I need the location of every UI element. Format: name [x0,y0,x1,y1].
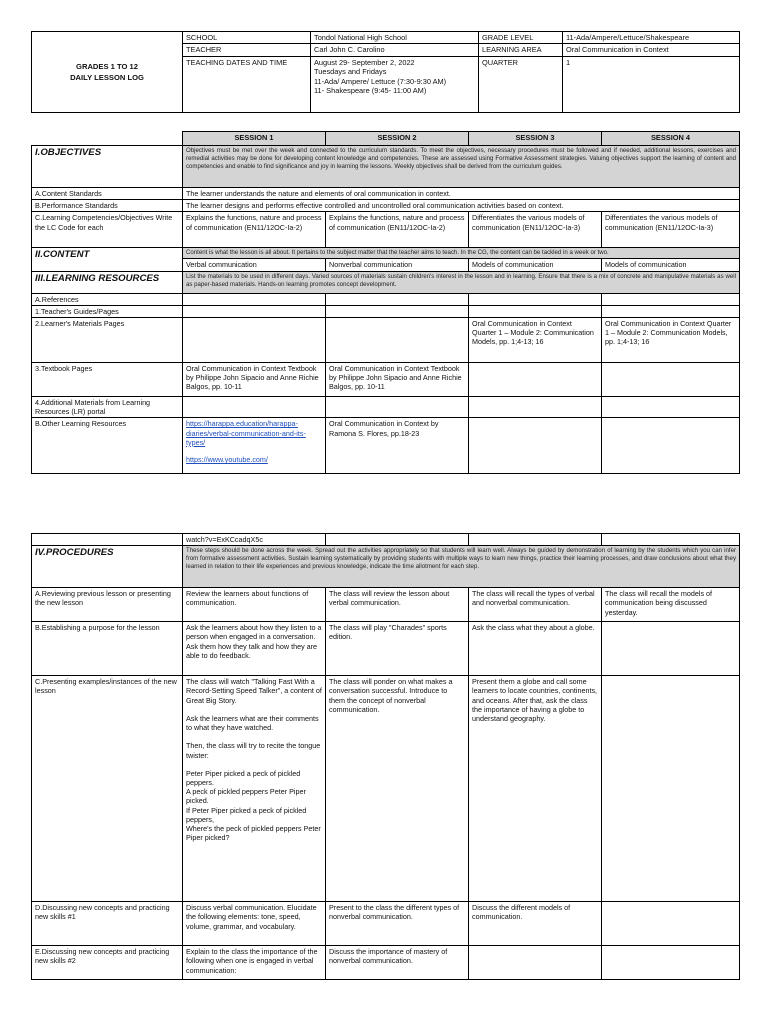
procedure-cell: Discuss the importance of mastery of nonverbal communication. [326,946,469,980]
session-header: SESSION 1 [183,132,326,146]
header-table [31,31,740,113]
resource-link[interactable]: https://harappa.education/harappa-diaries/verbal-communication-and-its-types/ [186,419,306,447]
procedure-paragraph: Then, the class will try to recite the tongue twister: [186,741,321,760]
empty-cell [469,397,602,418]
procedure-cell [602,946,740,980]
procedure-cell [602,902,740,946]
link-continuation[interactable]: watch?v=ExKCcadqX5c [183,534,326,546]
procedure-d-label: D.Discussing new concepts and practicing new skills #1 [32,902,183,946]
learners-materials-label: 2.Learner's Materials Pages [32,318,183,363]
learners-materials-cell: Oral Communication in Context Quarter 1 – Module 2: Communication Models, pp. 1;4-13; 16 [469,318,602,363]
empty-cell [469,418,602,474]
procedure-cell [469,946,602,980]
procedure-a-label: A.Reviewing previous lesson or presenting the new lesson [32,588,183,622]
empty-cell [602,534,740,546]
content-standards-value: The learner understands the nature and elements of oral communication in context. [183,188,740,200]
content-topic: Models of communication [602,259,740,271]
dates-line: August 29- September 2, 2022 [314,57,415,67]
resources-heading: III.LEARNING RESOURCES [32,271,183,293]
performance-standards-label: B.Performance Standards [32,200,183,212]
dates-value [311,56,479,112]
empty-cell [602,418,740,474]
quarter-label: QUARTER [479,56,563,112]
dll-title [32,32,183,113]
learners-materials-cell [183,318,326,363]
blank-corner [32,132,183,146]
content-note: Content is what the lesson is all about. It pertains to the subject matter that the teacher aims to teach. In the CG, the content can be tackled in a week or two. [183,248,740,259]
procedure-cell: Discuss the different models of communication. [469,902,602,946]
procedure-cell: The class will ponder on what makes a conversation successful. Introduce to them the concept of nonverbal communication. [326,676,469,902]
procedure-cell: Review the learners about functions of communication. [183,588,326,622]
objectives-note: Objectives must be met over the week and connected to the curriculum standards. To meet the objectives, necessary procedures must be followed and if needed, additional lessons, exercises and remedial activities may be done for developing content knowledge and competencies. These are assessed using Formative Assessment strategies. Valuing objectives support the learning of content and competencies and enable to find significance and joy in learning the lessons. Weekly objectives shall be derived from the curriculum guides. [183,146,740,188]
other-resources-label: B.Other Learning Resources [32,418,183,474]
empty-cell [469,293,602,305]
procedure-cell: Ask the class what they about a globe. [469,622,602,676]
empty-cell [602,397,740,418]
tongue-twister-line: A peck of pickled peppers Peter Piper picked. [186,787,306,806]
empty-cell [183,305,326,317]
dates-line: 11- Shakespeare (9:45- 11:00 AM) [314,86,427,96]
procedure-cell: Ask the learners about how they listen to a person when engaged in a conversation. Ask them how they talk and how they are able to do feedback. [183,622,326,676]
objectives-heading: I.OBJECTIVES [32,146,183,188]
procedure-cell: Present to the class the different types of nonverbal communication. [326,902,469,946]
procedure-e-label: E.Discussing new concepts and practicing new skills #2 [32,946,183,980]
procedure-cell: The class will recall the models of communication being discussed yesterday. [602,588,740,622]
empty-cell [326,534,469,546]
empty-cell [183,293,326,305]
procedure-cell: The class will play "Charades" sports edition. [326,622,469,676]
school-value: Tondol National High School [311,32,479,44]
empty-cell [469,534,602,546]
tongue-twister-line: If Peter Piper picked a peck of pickled peppers, [186,805,307,824]
dll-title-line2: DAILY LESSON LOG [70,72,144,82]
textbook-cell: Oral Communication in Context Textbook by Philippe John Sipacio and Anne Richie Balgos, pp. 10-11 [326,363,469,397]
learning-area-label: LEARNING AREA [479,44,563,56]
empty-cell [326,397,469,418]
procedure-b-label: B.Establishing a purpose for the lesson [32,622,183,676]
teacher-label: TEACHER [183,44,311,56]
teachers-guides-label: 1.Teacher's Guides/Pages [32,305,183,317]
tongue-twister-line: Peter Piper picked a peck of pickled peppers. [186,768,301,787]
school-label: SCHOOL [183,32,311,44]
learners-materials-cell: Oral Communication in Context Quarter 1 – Module 2: Communication Models, pp. 1;4-13; 16 [602,318,740,363]
empty-cell [602,293,740,305]
content-heading: II.CONTENT [32,248,183,271]
competency-cell: Differentiates the various models of communication (EN11/12OC-Ia-3) [469,212,602,248]
content-topic: Verbal communication [183,259,326,271]
session-header: SESSION 3 [469,132,602,146]
empty-cell [326,305,469,317]
procedure-c-label: C.Presenting examples/instances of the new lesson [32,676,183,902]
empty-cell [326,293,469,305]
procedure-cell: The class will recall the types of verbal and nonverbal communication. [469,588,602,622]
competency-cell: Differentiates the various models of communication (EN11/12OC-Ia-3) [602,212,740,248]
teacher-value: Carl John C. Carolino [311,44,479,56]
procedure-cell: The class will review the lesson about verbal communication. [326,588,469,622]
other-resources-cell: Oral Communication in Context by Ramona S. Flores, pp.18-23 [326,418,469,474]
empty-cell [602,676,740,902]
other-resources-links [183,418,326,474]
tongue-twister-line: Where's the peck of pickled peppers Peter Piper picked? [186,824,321,843]
dates-label: TEACHING DATES AND TIME [183,56,311,112]
textbook-cell [602,363,740,397]
procedure-c-session1 [183,676,326,902]
references-label: A.References [32,293,183,305]
learning-area-value: Oral Communication in Context [563,44,740,56]
procedures-note: These steps should be done across the week. Spread out the activities appropriately so that students will learn well. Always be guided by demonstration of learning by the students which you can infer from formative assessment activities. Sustain learning systematically by providing students with multiple ways to learn new things, practice their learning processes, and draw conclusions about what they learned in relation to their life experiences and previous knowledge, indicate the time allotment for each step. [183,546,740,588]
empty-cell [32,534,183,546]
competency-cell: Explains the functions, nature and process of communication (EN11/12OC-Ia-2) [326,212,469,248]
competency-cell: Explains the functions, nature and process of communication (EN11/12OC-Ia-2) [183,212,326,248]
dates-line: 11-Ada/ Ampere/ Lettuce (7:30-9:30 AM) [314,76,447,86]
procedure-cell: Explain to the class the importance of the following when one is engaged in verbal communication: [183,946,326,980]
session-header: SESSION 4 [602,132,740,146]
grade-level-value: 11-Ada/Ampere/Lettuce/Shakespeare [563,32,740,44]
procedure-cell [602,622,740,676]
quarter-value: 1 [563,56,740,112]
session-header: SESSION 2 [326,132,469,146]
procedures-heading: IV.PROCEDURES [32,546,183,588]
content-standards-label: A.Content Standards [32,188,183,200]
performance-standards-value: The learner designs and performs effective controlled and uncontrolled oral communication activities based on context. [183,200,740,212]
dll-title-line1: GRADES 1 TO 12 [76,61,138,71]
empty-cell [183,397,326,418]
procedure-cell: Present them a globe and call some learners to locate countries, continents, and oceans. After that, ask the class the importance of having a globe to understand geography. [469,676,602,902]
empty-cell [469,305,602,317]
textbook-label: 3.Textbook Pages [32,363,183,397]
textbook-cell [469,363,602,397]
competencies-label: C.Learning Competencies/Objectives Write the LC Code for each [32,212,183,248]
procedure-paragraph: The class will watch "Talking Fast With a Record-Setting Speed Talker", a content of Great Big Story. [186,677,322,705]
resource-link[interactable]: https://www.youtube.com/ [186,455,268,465]
textbook-cell: Oral Communication in Context Textbook by Philippe John Sipacio and Anne Richie Balgos, pp. 10-11 [183,363,326,397]
dates-line: Tuesdays and Fridays [314,67,387,77]
procedure-paragraph: Ask the learners what are their comments to what they have watched. [186,713,319,733]
lesson-table-page2 [31,533,740,980]
empty-cell [602,305,740,317]
content-topic: Models of communication [469,259,602,271]
learners-materials-cell [326,318,469,363]
procedure-cell: Discuss verbal communication. Elucidate the following elements: tone, speed, volume, grammar, and vocabulary. [183,902,326,946]
lesson-table-page1 [31,131,740,474]
resources-note: List the materials to be used in different days. Varied sources of materials sustain children's interest in the lesson and in learning. Ensure that there is a mix of concrete and manipulative materials as well as paper-based materials. Hands-on learning promotes concept development. [183,271,740,293]
additional-materials-label: 4.Additional Materials from Learning Resources (LR) portal [32,397,183,418]
grade-level-label: GRADE LEVEL [479,32,563,44]
content-topic: Nonverbal communication [326,259,469,271]
